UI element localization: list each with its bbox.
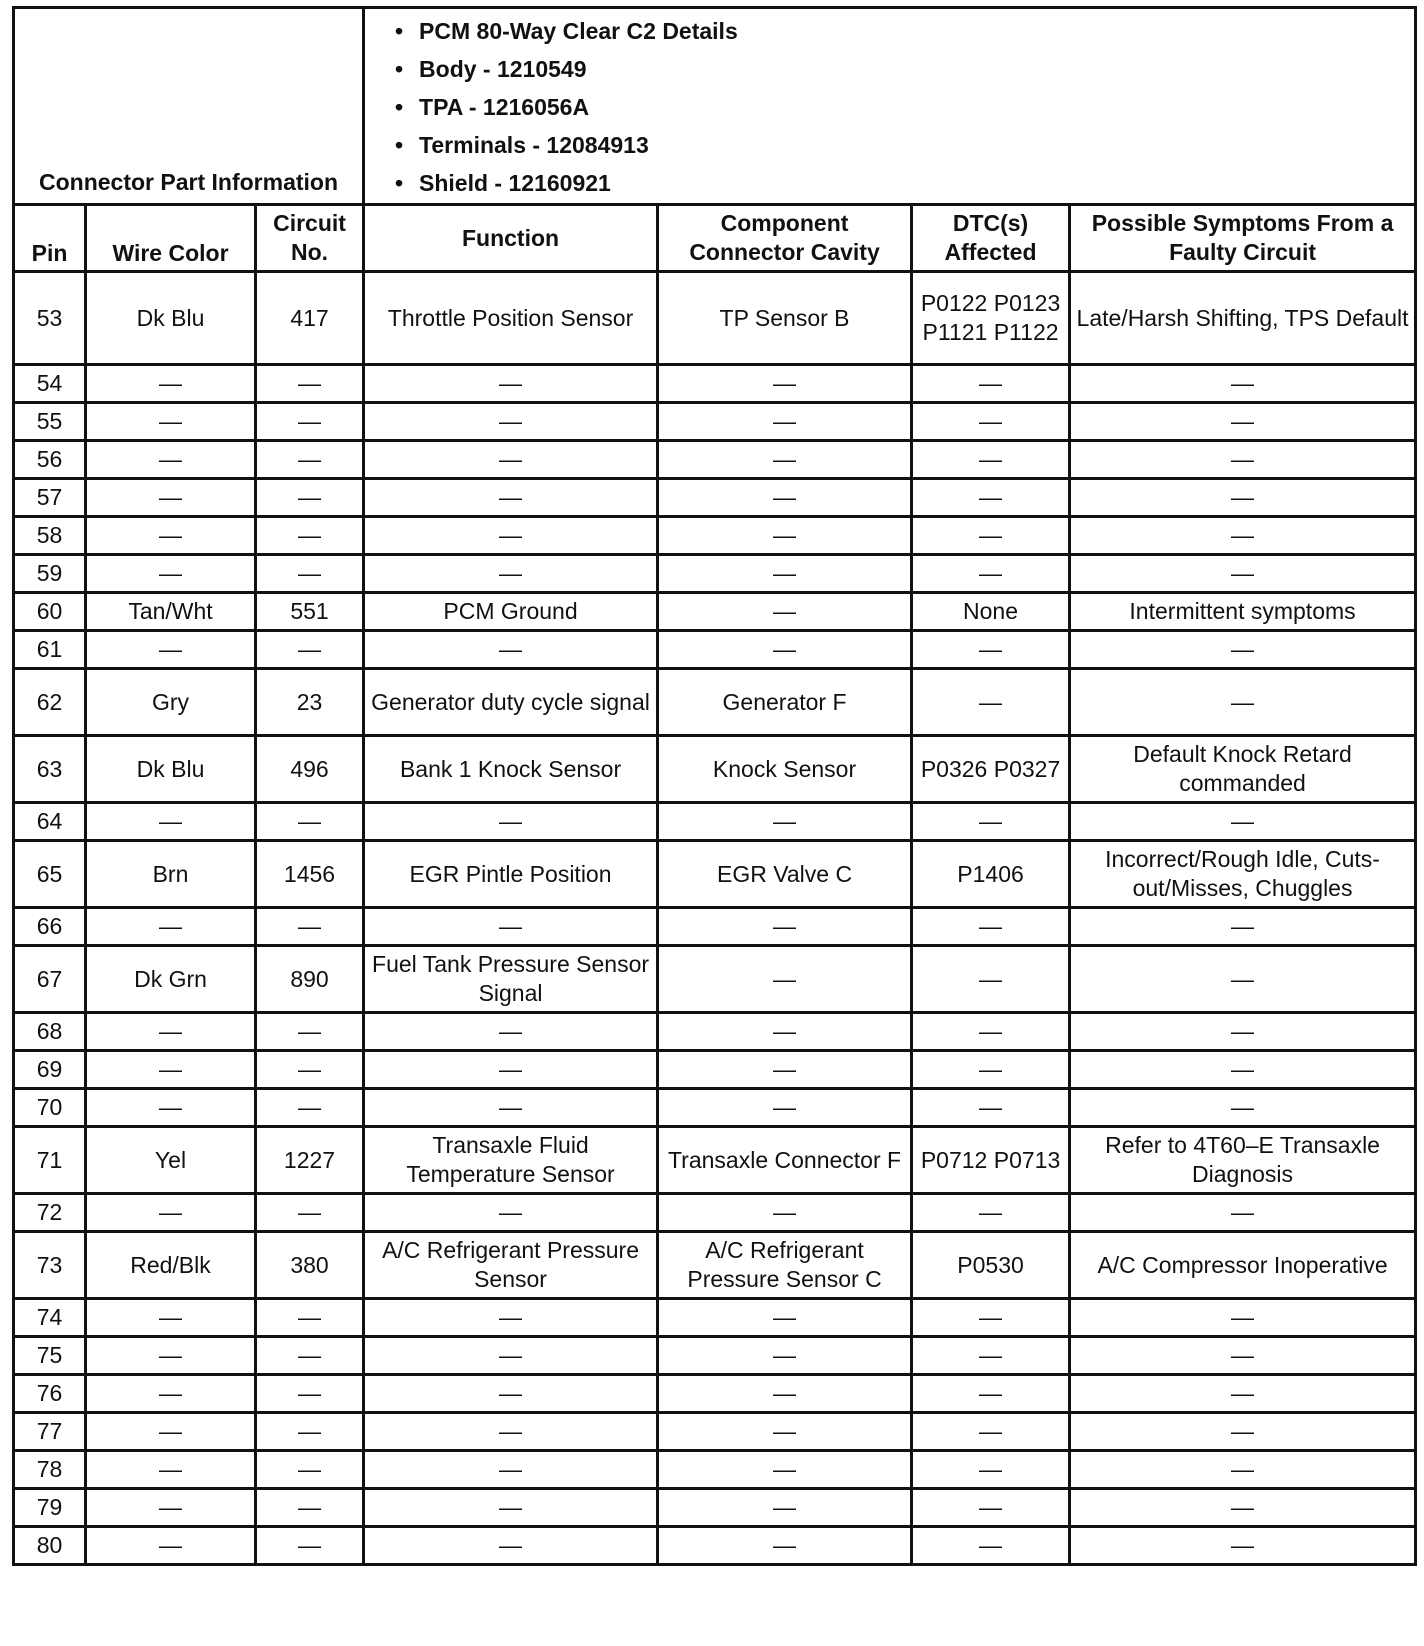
table-row [14,1299,1416,1337]
dtc-cell: — [912,1089,1070,1127]
header-wire-color: Wire Color [86,205,256,272]
symptoms-cell: — [1070,1413,1416,1451]
wire-color-cell: Yel [86,1127,256,1194]
symptoms-cell: — [1070,631,1416,669]
circuit-cell: — [256,1489,364,1527]
dtc-cell: — [912,403,1070,441]
symptoms-cell: — [1070,669,1416,736]
pin-cell: 79 [14,1489,86,1527]
wire-color-cell: — [86,479,256,517]
circuit-cell: — [256,441,364,479]
symptoms-cell: Default Knock Retard commanded [1070,736,1416,803]
wire-color-cell: — [86,631,256,669]
pin-cell: 55 [14,403,86,441]
function-cell: — [364,1413,658,1451]
pin-cell: 53 [14,272,86,365]
circuit-cell: 23 [256,669,364,736]
cavity-cell: — [658,946,912,1013]
dtc-cell: P0712 P0713 [912,1127,1070,1194]
circuit-cell: — [256,555,364,593]
cavity-cell: — [658,1451,912,1489]
connector-details-list [395,13,1414,203]
circuit-cell: — [256,1013,364,1051]
function-cell: — [364,517,658,555]
wire-color-cell: — [86,1299,256,1337]
circuit-cell: — [256,479,364,517]
wire-color-cell: — [86,803,256,841]
cavity-cell: — [658,1527,912,1565]
function-cell: Bank 1 Knock Sensor [364,736,658,803]
header-function: Function [364,205,658,272]
symptoms-cell: Incorrect/Rough Idle, Cuts-out/Misses, Chuggles [1070,841,1416,908]
circuit-cell: — [256,403,364,441]
pin-cell: 71 [14,1127,86,1194]
cavity-cell: — [658,1375,912,1413]
function-cell: — [364,1013,658,1051]
circuit-cell: 417 [256,272,364,365]
pin-cell: 69 [14,1051,86,1089]
cavity-cell: — [658,1299,912,1337]
symptoms-cell: — [1070,1013,1416,1051]
dtc-cell: — [912,365,1070,403]
pin-cell: 64 [14,803,86,841]
wire-color-cell: — [86,1489,256,1527]
table-row [14,1232,1416,1299]
function-cell: PCM Ground [364,593,658,631]
function-cell: — [364,631,658,669]
symptoms-cell: — [1070,1337,1416,1375]
function-cell: — [364,1299,658,1337]
symptoms-cell: Refer to 4T60–E Transaxle Diagnosis [1070,1127,1416,1194]
wire-color-cell: — [86,1089,256,1127]
symptoms-cell: — [1070,365,1416,403]
connector-info-row [14,8,1416,205]
circuit-cell: 1227 [256,1127,364,1194]
pin-cell: 68 [14,1013,86,1051]
function-cell: — [364,1375,658,1413]
function-cell: Transaxle Fluid Temperature Sensor [364,1127,658,1194]
connector-info-label: Connector Part Information [14,8,364,205]
cavity-cell: — [658,1337,912,1375]
wire-color-cell: — [86,1375,256,1413]
symptoms-cell: — [1070,1375,1416,1413]
symptoms-cell: — [1070,441,1416,479]
circuit-cell: 380 [256,1232,364,1299]
pin-cell: 65 [14,841,86,908]
wire-color-cell: — [86,365,256,403]
cavity-cell: Generator F [658,669,912,736]
function-cell: — [364,1194,658,1232]
circuit-cell: — [256,1451,364,1489]
symptoms-cell: — [1070,1051,1416,1089]
dtc-cell: P0326 P0327 [912,736,1070,803]
connector-pinout-sheet [12,6,1414,1566]
table-row [14,1489,1416,1527]
circuit-cell: — [256,1051,364,1089]
table-row [14,1194,1416,1232]
dtc-cell: P0122 P0123 P1121 P1122 [912,272,1070,365]
circuit-cell: — [256,1089,364,1127]
wire-color-cell: Red/Blk [86,1232,256,1299]
connector-detail-item: • Body - 1210549 [395,51,1414,89]
function-cell: — [364,365,658,403]
table-row [14,272,1416,365]
column-header-row [14,205,1416,272]
symptoms-cell: Late/Harsh Shifting, TPS Default [1070,272,1416,365]
dtc-cell: — [912,1299,1070,1337]
table-row [14,1337,1416,1375]
wire-color-cell: — [86,1051,256,1089]
function-cell: — [364,1527,658,1565]
symptoms-cell: — [1070,1451,1416,1489]
cavity-cell: — [658,403,912,441]
circuit-cell: — [256,1413,364,1451]
pin-cell: 60 [14,593,86,631]
wire-color-cell: Brn [86,841,256,908]
header-pin: Pin [14,205,86,272]
function-cell: — [364,1489,658,1527]
symptoms-cell: — [1070,403,1416,441]
cavity-cell: — [658,1489,912,1527]
function-cell: — [364,803,658,841]
dtc-cell: — [912,441,1070,479]
dtc-cell: — [912,517,1070,555]
wire-color-cell: — [86,1413,256,1451]
wire-color-cell: — [86,1527,256,1565]
pin-cell: 76 [14,1375,86,1413]
dtc-cell: — [912,1451,1070,1489]
pin-cell: 77 [14,1413,86,1451]
pin-cell: 80 [14,1527,86,1565]
circuit-cell: 1456 [256,841,364,908]
table-row [14,479,1416,517]
pin-cell: 75 [14,1337,86,1375]
cavity-cell: — [658,631,912,669]
wire-color-cell: Dk Blu [86,736,256,803]
header-dtcs-affected: DTC(s) Affected [912,205,1070,272]
dtc-cell: P1406 [912,841,1070,908]
cavity-cell: — [658,479,912,517]
cavity-cell: — [658,365,912,403]
function-cell: — [364,1337,658,1375]
table-row [14,1451,1416,1489]
wire-color-cell: Gry [86,669,256,736]
cavity-cell: — [658,1194,912,1232]
wire-color-cell: — [86,1337,256,1375]
symptoms-cell: — [1070,1089,1416,1127]
cavity-cell: Knock Sensor [658,736,912,803]
circuit-cell: — [256,631,364,669]
dtc-cell: — [912,555,1070,593]
function-cell: — [364,1051,658,1089]
circuit-cell: 496 [256,736,364,803]
function-cell: EGR Pintle Position [364,841,658,908]
wire-color-cell: — [86,1013,256,1051]
wire-color-cell: — [86,1194,256,1232]
symptoms-cell: — [1070,517,1416,555]
dtc-cell: — [912,1413,1070,1451]
header-component-connector-cavity: Component Connector Cavity [658,205,912,272]
wire-color-cell: — [86,441,256,479]
header-circuit-no: Circuit No. [256,205,364,272]
table-row [14,441,1416,479]
table-row [14,555,1416,593]
dtc-cell: — [912,669,1070,736]
cavity-cell: — [658,555,912,593]
symptoms-cell: — [1070,803,1416,841]
table-row [14,593,1416,631]
pin-cell: 67 [14,946,86,1013]
pin-cell: 57 [14,479,86,517]
cavity-cell: — [658,1089,912,1127]
function-cell: — [364,1089,658,1127]
pin-cell: 78 [14,1451,86,1489]
table-row [14,1051,1416,1089]
dtc-cell: — [912,908,1070,946]
table-row [14,1127,1416,1194]
connector-detail-item: • Terminals - 12084913 [395,127,1414,165]
function-cell: — [364,479,658,517]
circuit-cell: 551 [256,593,364,631]
dtc-cell: — [912,479,1070,517]
table-row [14,1413,1416,1451]
table-row [14,736,1416,803]
dtc-cell: — [912,1375,1070,1413]
function-cell: Throttle Position Sensor [364,272,658,365]
wire-color-cell: Dk Blu [86,272,256,365]
circuit-cell: 890 [256,946,364,1013]
cavity-cell: — [658,517,912,555]
connector-pinout-table [12,6,1417,1566]
dtc-cell: — [912,1194,1070,1232]
pin-cell: 58 [14,517,86,555]
pin-cell: 59 [14,555,86,593]
dtc-cell: None [912,593,1070,631]
pin-cell: 66 [14,908,86,946]
table-row [14,908,1416,946]
symptoms-cell: Intermittent symptoms [1070,593,1416,631]
circuit-cell: — [256,1299,364,1337]
pin-cell: 72 [14,1194,86,1232]
dtc-cell: — [912,946,1070,1013]
circuit-cell: — [256,803,364,841]
wire-color-cell: — [86,1451,256,1489]
pin-cell: 70 [14,1089,86,1127]
function-cell: — [364,441,658,479]
table-row [14,517,1416,555]
pin-cell: 63 [14,736,86,803]
cavity-cell: — [658,1013,912,1051]
table-row [14,1375,1416,1413]
symptoms-cell: — [1070,555,1416,593]
pin-cell: 62 [14,669,86,736]
wire-color-cell: — [86,517,256,555]
pin-cell: 74 [14,1299,86,1337]
function-cell: — [364,555,658,593]
circuit-cell: — [256,1337,364,1375]
header-possible-symptoms: Possible Symptoms From a Faulty Circuit [1070,205,1416,272]
cavity-cell: — [658,1413,912,1451]
circuit-cell: — [256,908,364,946]
symptoms-cell: — [1070,1194,1416,1232]
table-row [14,1089,1416,1127]
cavity-cell: TP Sensor B [658,272,912,365]
cavity-cell: Transaxle Connector F [658,1127,912,1194]
circuit-cell: — [256,1527,364,1565]
cavity-cell: — [658,803,912,841]
dtc-cell: — [912,1051,1070,1089]
dtc-cell: P0530 [912,1232,1070,1299]
circuit-cell: — [256,365,364,403]
connector-details [364,8,1416,205]
connector-detail-item: • Shield - 12160921 [395,165,1414,203]
table-row [14,631,1416,669]
function-cell: — [364,908,658,946]
cavity-cell: — [658,1051,912,1089]
cavity-cell: — [658,441,912,479]
wire-color-cell: — [86,403,256,441]
dtc-cell: — [912,803,1070,841]
circuit-cell: — [256,1375,364,1413]
function-cell: — [364,403,658,441]
symptoms-cell: — [1070,479,1416,517]
table-row [14,1013,1416,1051]
symptoms-cell: — [1070,1527,1416,1565]
cavity-cell: — [658,593,912,631]
pin-cell: 54 [14,365,86,403]
function-cell: Generator duty cycle signal [364,669,658,736]
wire-color-cell: — [86,555,256,593]
function-cell: A/C Refrigerant Pressure Sensor [364,1232,658,1299]
table-row [14,669,1416,736]
function-cell: Fuel Tank Pressure Sensor Signal [364,946,658,1013]
dtc-cell: — [912,1337,1070,1375]
pin-cell: 61 [14,631,86,669]
symptoms-cell: — [1070,908,1416,946]
dtc-cell: — [912,1489,1070,1527]
symptoms-cell: — [1070,1489,1416,1527]
cavity-cell: A/C Refrigerant Pressure Sensor C [658,1232,912,1299]
dtc-cell: — [912,1013,1070,1051]
pin-cell: 56 [14,441,86,479]
table-row [14,365,1416,403]
table-row [14,946,1416,1013]
symptoms-cell: — [1070,1299,1416,1337]
table-row [14,803,1416,841]
wire-color-cell: Dk Grn [86,946,256,1013]
wire-color-cell: Tan/Wht [86,593,256,631]
circuit-cell: — [256,517,364,555]
pin-cell: 73 [14,1232,86,1299]
table-row [14,403,1416,441]
dtc-cell: — [912,1527,1070,1565]
connector-detail-item: • PCM 80-Way Clear C2 Details [395,13,1414,51]
dtc-cell: — [912,631,1070,669]
wire-color-cell: — [86,908,256,946]
connector-detail-item: • TPA - 1216056A [395,89,1414,127]
symptoms-cell: A/C Compressor Inoperative [1070,1232,1416,1299]
symptoms-cell: — [1070,946,1416,1013]
function-cell: — [364,1451,658,1489]
table-row [14,1527,1416,1565]
cavity-cell: — [658,908,912,946]
cavity-cell: EGR Valve C [658,841,912,908]
circuit-cell: — [256,1194,364,1232]
table-row [14,841,1416,908]
